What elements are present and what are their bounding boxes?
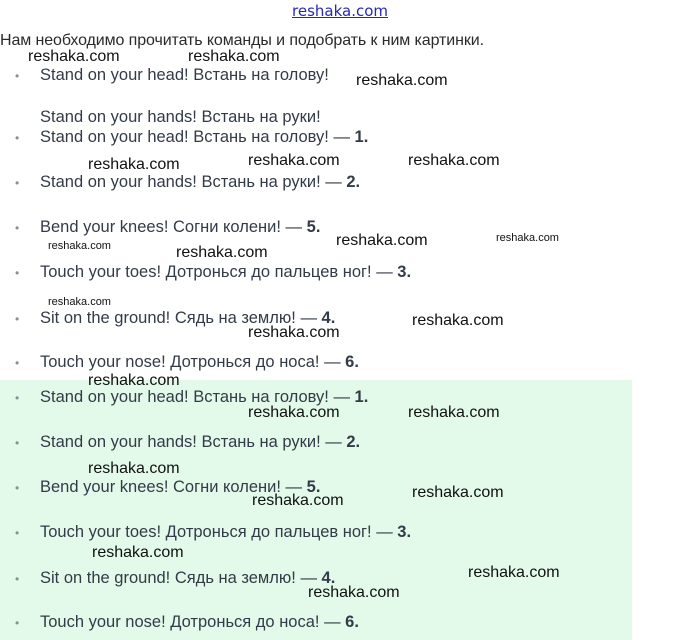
item-text: Bend your knees! Согни колени! [40, 478, 281, 496]
watermark: reshaka.com [92, 544, 184, 561]
watermark: reshaka.com [48, 240, 111, 252]
picture-number: 1. [354, 388, 369, 406]
clipped-list-item [15, 108, 321, 126]
item-text: Touch your nose! Дотронься до носа! [40, 353, 320, 371]
item-text: Touch your toes! Дотронься до пальцев ног! [40, 523, 372, 541]
watermark: reshaka.com [48, 296, 111, 308]
watermark: reshaka.com [408, 404, 500, 421]
list-item [15, 353, 359, 372]
item-text: Touch your nose! Дотронься до носа! [40, 613, 320, 631]
watermark: reshaka.com [248, 152, 340, 169]
dash: — [328, 388, 355, 406]
dash: — [319, 353, 346, 371]
watermark: reshaka.com [88, 372, 180, 389]
dash: — [371, 523, 398, 541]
item-text: Stand on your hands! Встань на руки! [40, 108, 321, 126]
watermark: reshaka.com [88, 156, 180, 173]
list-item [15, 613, 359, 632]
picture-number: 6. [345, 613, 359, 631]
watermark: reshaka.com [496, 232, 559, 244]
list-item [15, 523, 411, 542]
dash: — [328, 128, 355, 146]
watermark: reshaka.com [356, 72, 448, 89]
bullet: • [15, 356, 20, 370]
item-text: Sit on the ground! Сядь на землю! [40, 309, 296, 327]
dash: — [280, 218, 307, 236]
list-item [15, 433, 360, 452]
watermark: reshaka.com [88, 460, 180, 477]
picture-number: 4. [321, 569, 336, 587]
watermark: reshaka.com [408, 152, 500, 169]
watermark: reshaka.com [188, 48, 280, 65]
item-text: Bend your knees! Согни колени! [40, 218, 281, 236]
picture-number: 2. [346, 173, 361, 191]
dash: — [371, 263, 398, 281]
list-item [15, 173, 360, 192]
site-link[interactable]: reshaka.com [292, 2, 388, 20]
dash: — [280, 478, 307, 496]
item-text: Touch your toes! Дотронься до пальцев ног! [40, 263, 372, 281]
bullet: • [15, 266, 20, 280]
item-text: Stand on your hands! Встань на руки! [40, 173, 321, 191]
dash: — [320, 433, 347, 451]
dash: — [319, 613, 346, 631]
watermark: reshaka.com [308, 584, 400, 601]
list-item [15, 218, 320, 237]
list-item [15, 128, 368, 147]
dash: — [295, 309, 322, 327]
intro-text: Нам необходимо прочитать команды и подобрать к ним картинки. [0, 32, 484, 49]
watermark: reshaka.com [248, 324, 340, 341]
watermark: reshaka.com [336, 232, 428, 249]
dash: — [295, 569, 322, 587]
bullet: • [15, 436, 20, 450]
bullet: • [15, 391, 20, 405]
watermark: reshaka.com [412, 484, 504, 501]
list-item [15, 569, 335, 588]
watermark: reshaka.com [468, 564, 560, 581]
item-text: Stand on your head! Встань на голову! [40, 388, 329, 406]
bullet: • [15, 312, 20, 326]
bullet: • [15, 481, 20, 495]
item-text: Stand on your head! Встань на голову! [40, 66, 329, 84]
watermark: reshaka.com [412, 312, 504, 329]
watermark: reshaka.com [176, 244, 268, 261]
bullet: • [15, 69, 20, 83]
watermark: reshaka.com [252, 492, 344, 509]
dash: — [320, 173, 347, 191]
picture-number: 5. [306, 478, 321, 496]
bullet: • [15, 526, 20, 540]
watermark: reshaka.com [248, 404, 340, 421]
picture-number: 5. [306, 218, 321, 236]
list-item [15, 263, 411, 282]
watermark: reshaka.com [28, 48, 120, 65]
picture-number: 2. [346, 433, 361, 451]
list-item [15, 66, 329, 85]
picture-number: 1. [354, 128, 369, 146]
bullet: • [15, 131, 20, 145]
item-text: Sit on the ground! Сядь на землю! [40, 569, 296, 587]
picture-number: 6. [345, 353, 359, 371]
picture-number: 4. [321, 309, 336, 327]
bullet: • [15, 616, 20, 630]
item-text: Stand on your head! Встань на голову! [40, 128, 329, 146]
picture-number: 3. [397, 263, 412, 281]
bullet: • [15, 221, 20, 235]
item-text: Stand on your hands! Встань на руки! [40, 433, 321, 451]
bullet: • [15, 176, 20, 190]
bullet: • [15, 572, 20, 586]
picture-number: 3. [397, 523, 412, 541]
